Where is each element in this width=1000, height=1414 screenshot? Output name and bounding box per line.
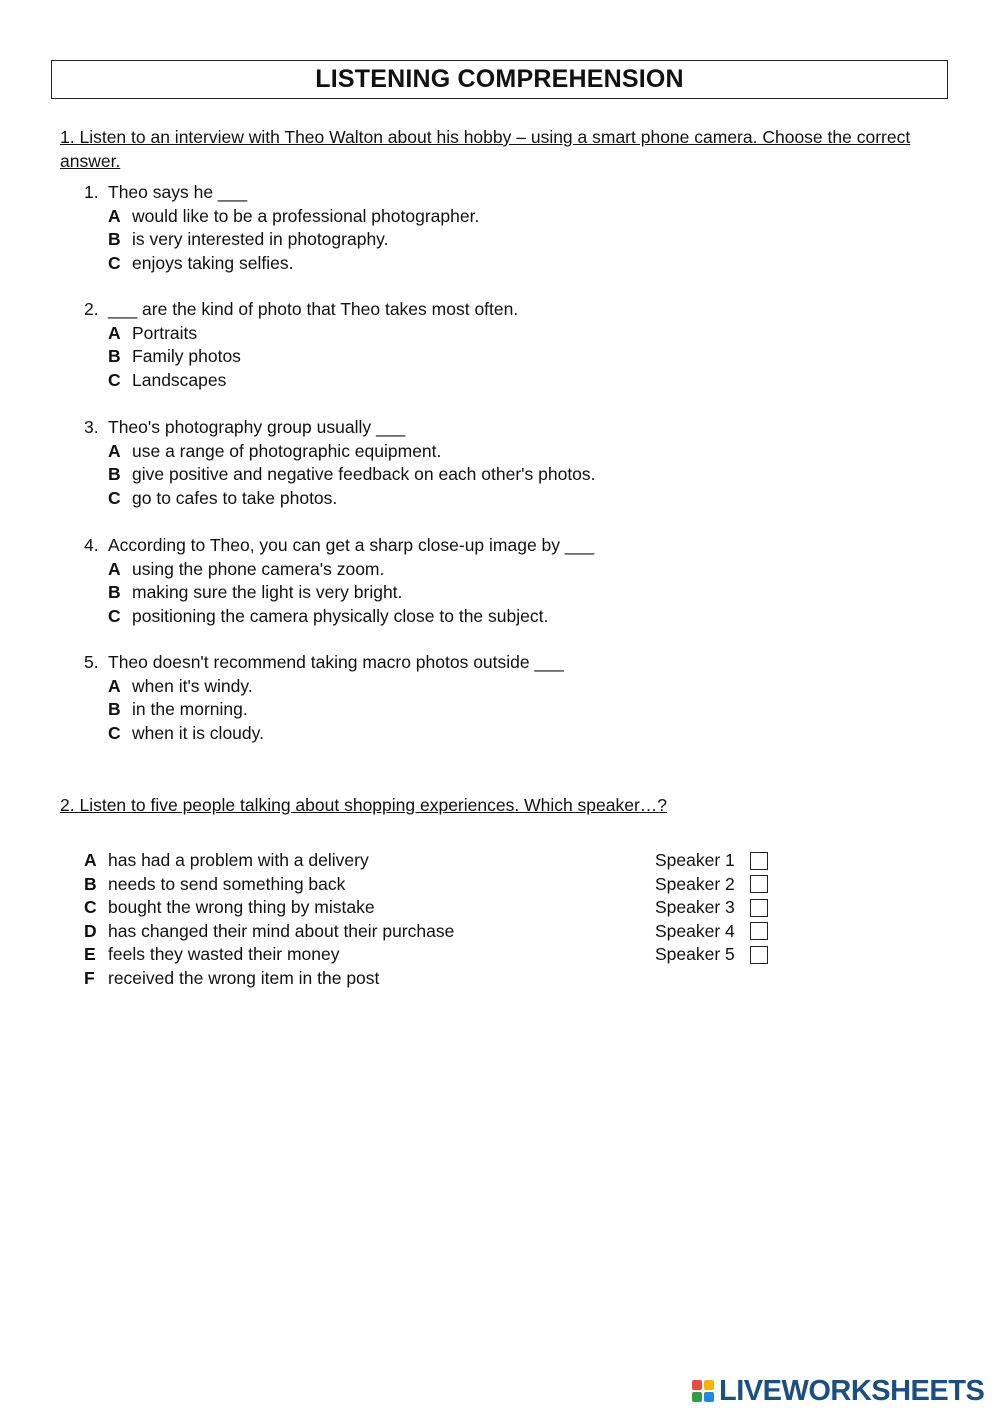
question-text: According to Theo, you can get a sharp close-up image by ___ xyxy=(108,535,595,555)
speaker-3-answer-box[interactable] xyxy=(750,899,768,917)
option-letter: B xyxy=(108,464,121,484)
speaker-label: Speaker 4 xyxy=(655,920,735,941)
option-a[interactable] xyxy=(84,440,944,464)
option-c[interactable] xyxy=(84,252,944,276)
question-2 xyxy=(84,298,944,392)
speaker-row-5 xyxy=(655,943,785,967)
question-3 xyxy=(84,416,944,510)
option-c[interactable] xyxy=(84,369,944,393)
option-text: go to cafes to take photos. xyxy=(132,487,338,508)
logo-square-green xyxy=(692,1392,702,1402)
speaker-row-4 xyxy=(655,920,785,944)
speaker-label: Speaker 5 xyxy=(655,944,735,964)
option-letter: B xyxy=(108,346,121,366)
speaker-row-3 xyxy=(655,896,785,920)
option-letter: C xyxy=(108,252,121,273)
logo-square-yellow xyxy=(704,1380,714,1390)
option-letter: B xyxy=(108,582,121,602)
title-box xyxy=(51,60,948,99)
statement-letter: F xyxy=(84,967,95,988)
question-1 xyxy=(84,181,944,275)
option-text: in the morning. xyxy=(132,699,248,719)
speaker-row-1 xyxy=(655,849,785,873)
option-c[interactable] xyxy=(84,487,944,511)
liveworksheets-logo xyxy=(692,1374,984,1408)
option-letter: C xyxy=(108,605,121,626)
question-text: Theo says he ___ xyxy=(108,182,248,202)
statement-letter: B xyxy=(84,873,97,894)
option-c[interactable] xyxy=(84,605,944,629)
statement-letter: C xyxy=(84,897,97,917)
option-a[interactable] xyxy=(84,675,944,699)
option-letter: B xyxy=(108,699,121,719)
section1-instruction: 1. Listen to an interview with Theo Walton about his hobby – using a smart phone camera. Choose the correct answer. xyxy=(60,127,911,171)
question-5 xyxy=(84,651,944,745)
statement-letter: D xyxy=(84,920,97,941)
speaker-answers xyxy=(655,849,785,967)
option-letter: C xyxy=(108,369,121,390)
option-b[interactable] xyxy=(84,698,944,722)
statement-text: feels they wasted their money xyxy=(108,944,340,964)
statement-text: bought the wrong thing by mistake xyxy=(108,897,375,917)
option-b[interactable] xyxy=(84,463,944,487)
statement-f xyxy=(84,967,644,991)
option-text: Landscapes xyxy=(132,369,227,390)
statement-text: has had a problem with a delivery xyxy=(108,850,369,870)
option-text: when it is cloudy. xyxy=(132,722,264,743)
option-text: is very interested in photography. xyxy=(132,229,389,249)
speaker-4-answer-box[interactable] xyxy=(750,922,768,940)
option-b[interactable] xyxy=(84,228,944,252)
option-letter: A xyxy=(108,675,121,696)
section2-instruction: 2. Listen to five people talking about shopping experiences. Which speaker…? xyxy=(60,795,668,815)
statement-text: needs to send something back xyxy=(108,873,346,894)
option-letter: B xyxy=(108,229,121,249)
option-letter: C xyxy=(108,722,121,743)
question-stem xyxy=(84,181,944,205)
option-text: give positive and negative feedback on each other's photos. xyxy=(132,464,596,484)
question-text: Theo doesn't recommend taking macro photos outside ___ xyxy=(108,652,564,672)
question-number: 4. xyxy=(84,535,99,555)
logo-square-blue xyxy=(704,1392,714,1402)
option-letter: C xyxy=(108,487,121,508)
option-letter: A xyxy=(108,558,121,579)
question-text: Theo's photography group usually ___ xyxy=(108,417,406,437)
matching-statements xyxy=(84,849,644,990)
question-stem xyxy=(84,298,944,322)
logo-square-red xyxy=(692,1380,702,1390)
statement-letter: E xyxy=(84,944,96,964)
question-number: 1. xyxy=(84,182,99,202)
page-title: LISTENING COMPREHENSION xyxy=(315,65,684,93)
option-text: Portraits xyxy=(132,322,198,343)
option-b[interactable] xyxy=(84,345,944,369)
question-text: ___ are the kind of photo that Theo takes most often. xyxy=(108,299,519,319)
option-a[interactable] xyxy=(84,205,944,229)
speaker-label: Speaker 1 xyxy=(655,850,735,870)
option-text: Family photos xyxy=(132,346,241,366)
statement-e xyxy=(84,943,644,967)
question-stem xyxy=(84,651,944,675)
speaker-5-answer-box[interactable] xyxy=(750,946,768,964)
question-stem xyxy=(84,534,944,558)
statement-d xyxy=(84,920,644,944)
option-a[interactable] xyxy=(84,322,944,346)
option-text: would like to be a professional photographer. xyxy=(132,205,480,226)
option-text: positioning the camera physically close to the subject. xyxy=(132,605,549,626)
statement-a xyxy=(84,849,644,873)
statement-b xyxy=(84,873,644,897)
speaker-label: Speaker 3 xyxy=(655,897,735,917)
question-stem xyxy=(84,416,944,440)
option-text: use a range of photographic equipment. xyxy=(132,440,442,461)
option-text: using the phone camera's zoom. xyxy=(132,558,385,579)
option-letter: A xyxy=(108,440,121,461)
statement-text: received the wrong item in the post xyxy=(108,967,380,988)
question-number: 5. xyxy=(84,652,99,672)
question-number: 2. xyxy=(84,299,99,319)
option-letter: A xyxy=(108,322,121,343)
question-4 xyxy=(84,534,944,628)
logo-text: LIVEWORKSHEETS xyxy=(719,1374,985,1407)
speaker-row-2 xyxy=(655,873,785,897)
question-number: 3. xyxy=(84,417,99,437)
statement-c xyxy=(84,896,644,920)
statement-text: has changed their mind about their purchase xyxy=(108,920,455,941)
logo-grid-icon xyxy=(692,1380,714,1402)
option-text: when it's windy. xyxy=(132,675,253,696)
option-c[interactable] xyxy=(84,722,944,746)
speaker-label: Speaker 2 xyxy=(655,873,735,894)
statement-letter: A xyxy=(84,850,97,870)
option-b[interactable] xyxy=(84,581,944,605)
option-a[interactable] xyxy=(84,558,944,582)
option-text: making sure the light is very bright. xyxy=(132,582,403,602)
speaker-1-answer-box[interactable] xyxy=(750,852,768,870)
option-text: enjoys taking selfies. xyxy=(132,252,294,273)
option-letter: A xyxy=(108,205,121,226)
speaker-2-answer-box[interactable] xyxy=(750,875,768,893)
